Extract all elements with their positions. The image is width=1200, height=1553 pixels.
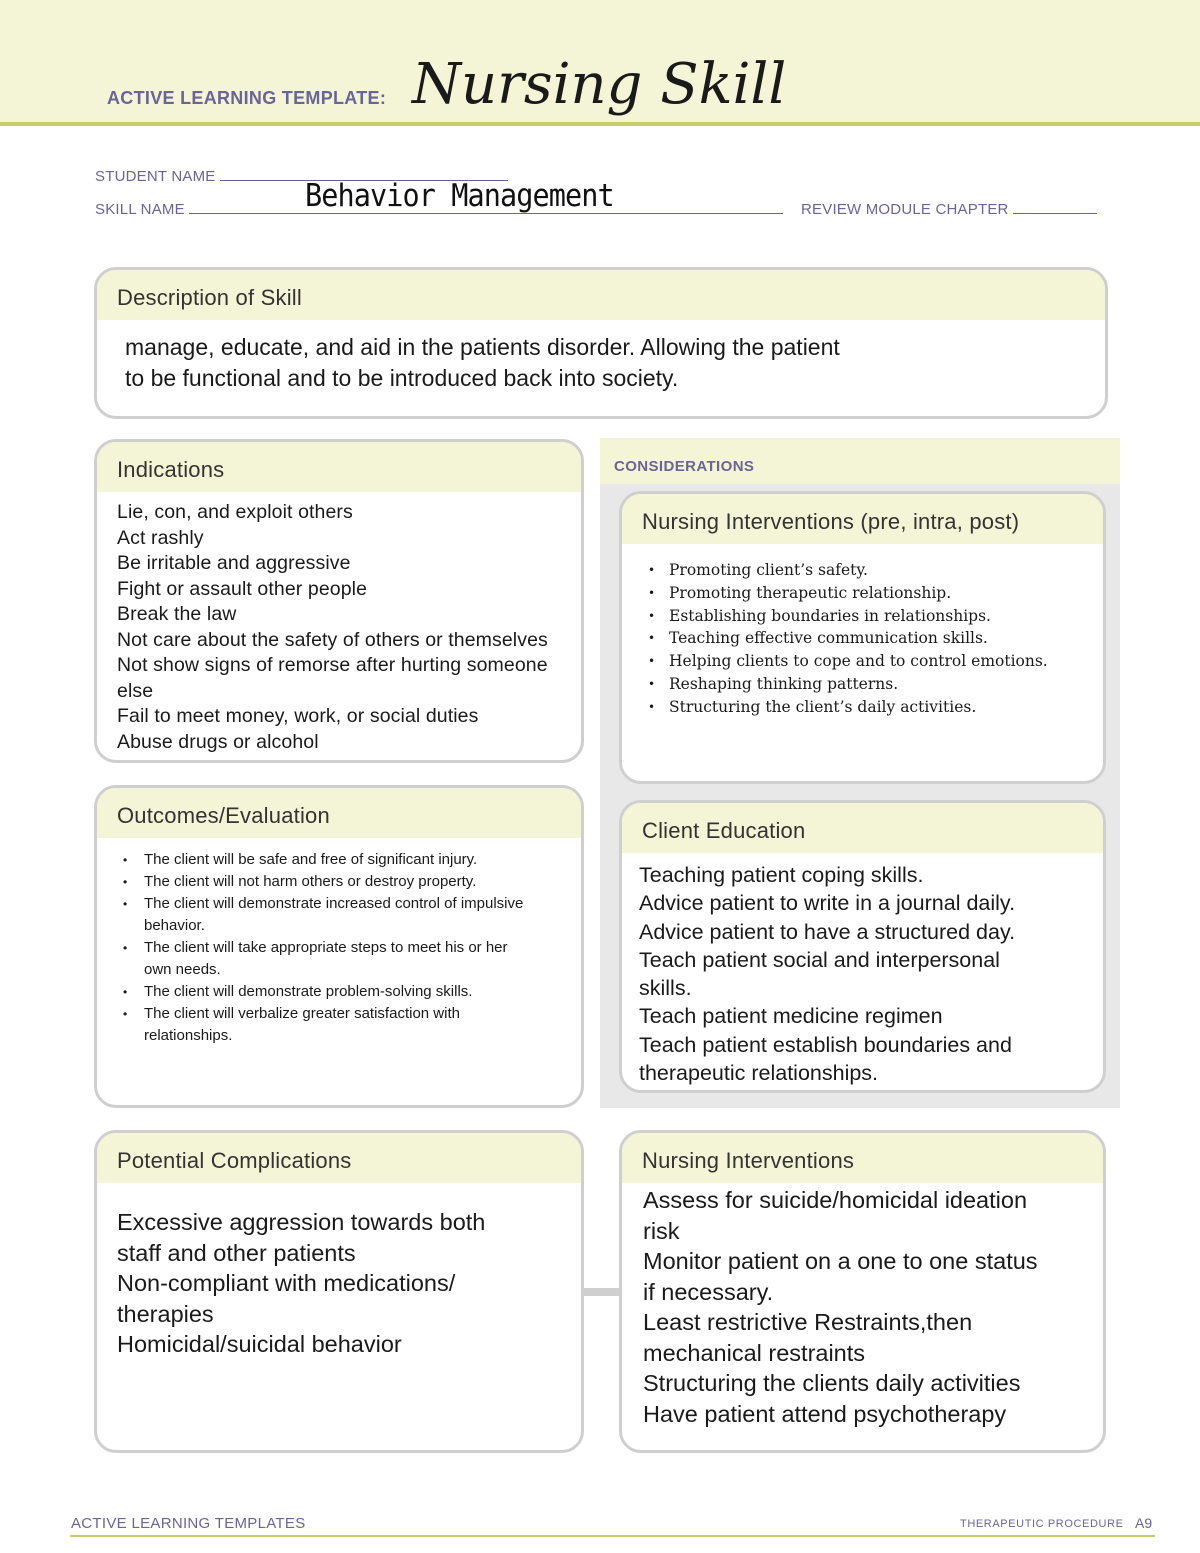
- header-rule: [0, 122, 1200, 126]
- skill-name-value: Behavior Management: [305, 178, 614, 214]
- outcomes-title: Outcomes/Evaluation: [117, 803, 330, 828]
- description-title: Description of Skill: [117, 285, 302, 310]
- nursing-interventions-list: [643, 1185, 1038, 1429]
- panel-connector: [582, 1288, 622, 1296]
- list-item: Fight or assault other people: [117, 577, 368, 600]
- list-item: • Promoting therapeutic relationship.: [642, 582, 1102, 605]
- list-item: Not show signs of remorse after hurting someone: [117, 654, 548, 676]
- client-education-panel: [619, 800, 1106, 1093]
- list-item: Teach patient social and interpersonal: [639, 947, 1000, 972]
- list-item: if necessary.: [643, 1278, 774, 1305]
- list-item: risk: [643, 1217, 680, 1244]
- complications-title: Potential Complications: [117, 1148, 352, 1173]
- list-item: else: [117, 679, 154, 702]
- list-item: staff and other patients: [117, 1239, 356, 1266]
- indications-list: [117, 500, 548, 755]
- template-label: ACTIVE LEARNING TEMPLATE:: [107, 88, 387, 108]
- list-item: Advice patient to write in a journal daily.: [639, 891, 1016, 916]
- list-item: Have patient attend psychotherapy: [643, 1400, 1007, 1427]
- page-title: Nursing Skill: [412, 52, 787, 117]
- list-item: Be irritable and aggressive: [117, 552, 351, 574]
- list-item: • The client will demonstrate problem-solving skills.: [117, 981, 537, 1003]
- list-item: Assess for suicide/homicidal ideation: [643, 1187, 1028, 1213]
- list-item: • Establishing boundaries in relationships.: [642, 605, 1102, 628]
- page-number: A9: [1135, 1515, 1153, 1531]
- outcomes-panel: [94, 785, 584, 1108]
- nursing-interventions-panel: [619, 1130, 1106, 1453]
- description-header: [97, 270, 1105, 320]
- outcomes-header: [97, 788, 581, 838]
- client-education-list: [639, 861, 1015, 1087]
- footer-rule: [70, 1535, 1155, 1537]
- client-education-header: [622, 803, 1103, 853]
- list-item: mechanical restraints: [643, 1339, 866, 1366]
- review-chapter-line[interactable]: [1013, 199, 1097, 214]
- list-item: • Helping clients to cope and to control emotions.: [642, 650, 1102, 673]
- list-item: Non-compliant with medications/: [117, 1270, 456, 1296]
- indications-title: Indications: [117, 457, 225, 482]
- list-item: Abuse drugs or alcohol: [117, 730, 319, 753]
- complications-panel: [94, 1130, 584, 1453]
- indications-header: [97, 442, 581, 492]
- nursing-interventions-header: [622, 1133, 1103, 1183]
- student-name-label: STUDENT NAME: [95, 168, 216, 185]
- list-item: • The client will verbalize greater satisfaction with relationships.: [117, 1003, 537, 1047]
- list-item: • Promoting client’s safety.: [642, 559, 1102, 582]
- description-panel: [94, 267, 1108, 419]
- footer-left-label: ACTIVE LEARNING TEMPLATES: [71, 1515, 306, 1532]
- list-item: • Structuring the client’s daily activities.: [642, 696, 1102, 719]
- list-item: • Teaching effective communication skills.: [642, 627, 1102, 650]
- list-item: • The client will be safe and free of significant injury.: [117, 849, 537, 871]
- list-item: therapeutic relationships.: [639, 1061, 879, 1086]
- list-item: • The client will not harm others or destroy property.: [117, 871, 537, 893]
- client-education-title: Client Education: [642, 818, 806, 843]
- indications-panel: [94, 439, 584, 763]
- list-item: Least restrictive Restraints,then: [643, 1309, 973, 1335]
- description-line: to be functional and to be introduced back into society.: [125, 365, 679, 391]
- list-item: Teaching patient coping skills.: [639, 863, 924, 887]
- complications-list: [117, 1207, 485, 1360]
- nursing-interventions-prp-panel: [619, 491, 1106, 784]
- nursing-interventions-prp-header: [622, 494, 1103, 544]
- list-item: Lie, con, and exploit others: [117, 501, 353, 523]
- list-item: skills.: [639, 976, 692, 1001]
- skill-name-label: SKILL NAME: [95, 201, 185, 218]
- list-item: Act rashly: [117, 526, 204, 549]
- description-text: [125, 332, 840, 394]
- list-item: Monitor patient on a one to one status: [643, 1248, 1038, 1274]
- description-line: manage, educate, and aid in the patients disorder. Allowing the patient: [125, 334, 840, 360]
- list-item: Structuring the clients daily activities: [643, 1370, 1021, 1396]
- list-item: Excessive aggression towards both: [117, 1209, 486, 1235]
- nursing-interventions-prp-title: Nursing Interventions (pre, intra, post): [642, 509, 1020, 534]
- nursing-interventions-prp-list: [642, 559, 1102, 719]
- review-chapter-label: REVIEW MODULE CHAPTER: [801, 201, 1009, 218]
- complications-header: [97, 1133, 581, 1183]
- list-item: Advice patient to have a structured day.: [639, 919, 1016, 944]
- considerations-label: CONSIDERATIONS: [614, 458, 755, 475]
- list-item: • Reshaping thinking patterns.: [642, 673, 1102, 696]
- list-item: • The client will demonstrate increased control of impulsive behavior.: [117, 893, 537, 937]
- review-chapter-field: [801, 199, 1097, 218]
- list-item: • The client will take appropriate steps to meet his or her own needs.: [117, 937, 537, 981]
- nursing-interventions-title: Nursing Interventions: [642, 1148, 855, 1173]
- list-item: Teach patient establish boundaries and: [639, 1032, 1012, 1057]
- footer-right-label: THERAPEUTIC PROCEDURE: [960, 1518, 1124, 1530]
- list-item: Break the law: [117, 603, 237, 625]
- list-item: therapies: [117, 1300, 214, 1327]
- list-item: Fail to meet money, work, or social duties: [117, 705, 479, 727]
- list-item: Teach patient medicine regimen: [639, 1004, 943, 1029]
- list-item: Not care about the safety of others or themselves: [117, 628, 548, 651]
- outcomes-list: [117, 849, 537, 1047]
- list-item: Homicidal/suicidal behavior: [117, 1331, 402, 1357]
